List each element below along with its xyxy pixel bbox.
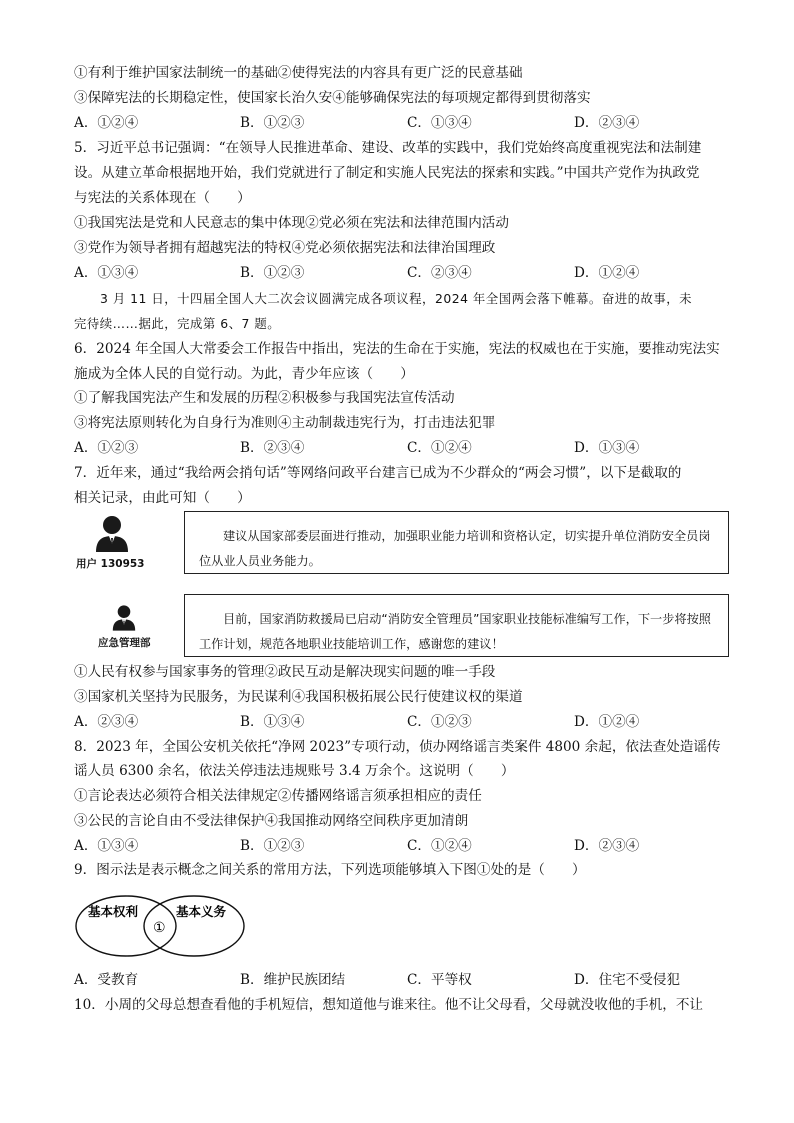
q5-stem-line-3: 与宪法的关系体现在（ ） (74, 190, 251, 206)
q5-stem-line-2: 设。从建立革命根据地开始，我们党就进行了制定和实施人民宪法的探索和实践。”中国共产党作为执政党 (74, 165, 700, 181)
material-line-1: 3 月 11 日，十四届全国人大二次会议圆满完成各项议程，2024 年全国两会落下帷幕。奋进的故事，未 (100, 291, 693, 306)
material-line-2: 完待续……据此，完成第 6、7 题。 (74, 316, 281, 331)
q4-choice-line-1: ①有利于维护国家法制统一的基础②使得宪法的内容具有更广泛的民意基础 (74, 65, 523, 81)
q5-option-c[interactable]: C．②③④ (407, 265, 472, 281)
user-avatar-icon (92, 514, 132, 554)
q9-option-b[interactable]: B．维护民族团结 (240, 972, 346, 988)
q8-stem-line-2: 谣人员 6300 余名，依法关停违法违规账号 3.4 万余个。这说明（ ） (74, 763, 515, 779)
q6-choice-line-1: ①了解我国宪法产生和发展的历程②积极参与我国宪法宣传活动 (74, 390, 455, 406)
q6-option-a[interactable]: A．①②③ (74, 440, 139, 456)
q8-option-b[interactable]: B．①②③ (240, 838, 305, 854)
venn-left-label: 基本权利 (88, 904, 139, 919)
user-suggestion-text: 建议从国家部委层面进行推动，加强职业能力培训和资格认定，切实提升单位消防安全员岗位从业人员业务能力。 (199, 529, 711, 568)
department-label: 应急管理部 (98, 637, 151, 649)
q6-stem-line-1: 6．2024 年全国人大常委会工作报告中指出，宪法的生命在于实施，宪法的权威也在于实施，要推动宪法实 (74, 341, 720, 357)
user-label: 用户 130953 (76, 558, 145, 570)
q7-option-b[interactable]: B．①③④ (240, 714, 305, 730)
q7-option-a[interactable]: A．②③④ (74, 714, 139, 730)
venn-diagram (72, 892, 252, 960)
q10-stem-line-1: 10．小周的父母总想查看他的手机短信，想知道他与谁来往。他不让父母看，父母就没收他的手机，不让 (74, 997, 704, 1013)
q5-option-b[interactable]: B．①②③ (240, 265, 305, 281)
q8-choice-line-2: ③公民的言论自由不受法律保护④我国推动网络空间秩序更加清朗 (74, 813, 469, 829)
q7-stem-line-1: 7．近年来，通过“我给两会捎句话”等网络问政平台建言已成为不少群众的“两会习惯”，以下是截取的 (74, 465, 682, 481)
q7-option-d[interactable]: D．①②④ (574, 714, 640, 730)
q5-choice-line-2: ③党作为领导者拥有超越宪法的特权④党必须依据宪法和法律治国理政 (74, 240, 496, 256)
q4-option-a[interactable]: A．①②④ (74, 115, 139, 131)
q5-stem-line-1: 5．习近平总书记强调：“在领导人民推进革命、建设、改革的实践中，我们党始终高度重视宪法和法制建 (74, 140, 702, 156)
q5-option-d[interactable]: D．①②④ (574, 265, 640, 281)
q8-option-c[interactable]: C．①②④ (407, 838, 472, 854)
q9-option-d[interactable]: D．住宅不受侵犯 (574, 972, 681, 988)
q7-choice-line-2: ③国家机关坚持为民服务，为民谋利④我国积极拓展公民行使建议权的渠道 (74, 689, 523, 705)
user-suggestion-box (184, 511, 729, 574)
department-reply-text: 目前，国家消防救援局已启动“消防安全管理员”国家职业技能标准编写工作，下一步将按照工作计划，规范各地职业技能培训工作，感谢您的建议！ (199, 612, 711, 651)
q6-stem-line-2: 施成为全体人民的自觉行动。为此，青少年应该（ ） (74, 366, 414, 382)
department-avatar-icon (110, 604, 138, 632)
q8-stem-line-1: 8．2023 年，全国公安机关依托“净网 2023”专项行动，侦办网络谣言类案件 4800 余起，依法查处造谣传 (74, 739, 721, 755)
q6-option-d[interactable]: D．①③④ (574, 440, 640, 456)
q8-option-a[interactable]: A．①③④ (74, 838, 139, 854)
q9-option-c[interactable]: C．平等权 (407, 972, 472, 988)
q4-option-c[interactable]: C．①③④ (407, 115, 472, 131)
q6-option-c[interactable]: C．①②④ (407, 440, 472, 456)
q6-choice-line-2: ③将宪法原则转化为自身行为准则④主动制裁违宪行为，打击违法犯罪 (74, 415, 496, 431)
q4-choice-line-2: ③保障宪法的长期稳定性，使国家长治久安④能够确保宪法的每项规定都得到贯彻落实 (74, 90, 591, 106)
q9-option-a[interactable]: A．受教育 (74, 972, 139, 988)
q4-option-d[interactable]: D．②③④ (574, 115, 640, 131)
q9-stem: 9．图示法是表示概念之间关系的常用方法，下列选项能够填入下图①处的是（ ） (74, 862, 586, 878)
venn-center-label: ① (153, 920, 166, 936)
department-reply-box (184, 594, 729, 657)
venn-right-label: 基本义务 (176, 904, 227, 919)
q4-option-b[interactable]: B．①②③ (240, 115, 305, 131)
q5-option-a[interactable]: A．①③④ (74, 265, 139, 281)
q8-option-d[interactable]: D．②③④ (574, 838, 640, 854)
q8-choice-line-1: ①言论表达必须符合相关法律规定②传播网络谣言须承担相应的责任 (74, 788, 482, 804)
q7-choice-line-1: ①人民有权参与国家事务的管理②政民互动是解决现实问题的唯一手段 (74, 664, 496, 680)
q5-choice-line-1: ①我国宪法是党和人民意志的集中体现②党必须在宪法和法律范围内活动 (74, 215, 509, 231)
q7-option-c[interactable]: C．①②③ (407, 714, 472, 730)
q7-stem-line-2: 相关记录，由此可知（ ） (74, 490, 251, 506)
q6-option-b[interactable]: B．②③④ (240, 440, 305, 456)
